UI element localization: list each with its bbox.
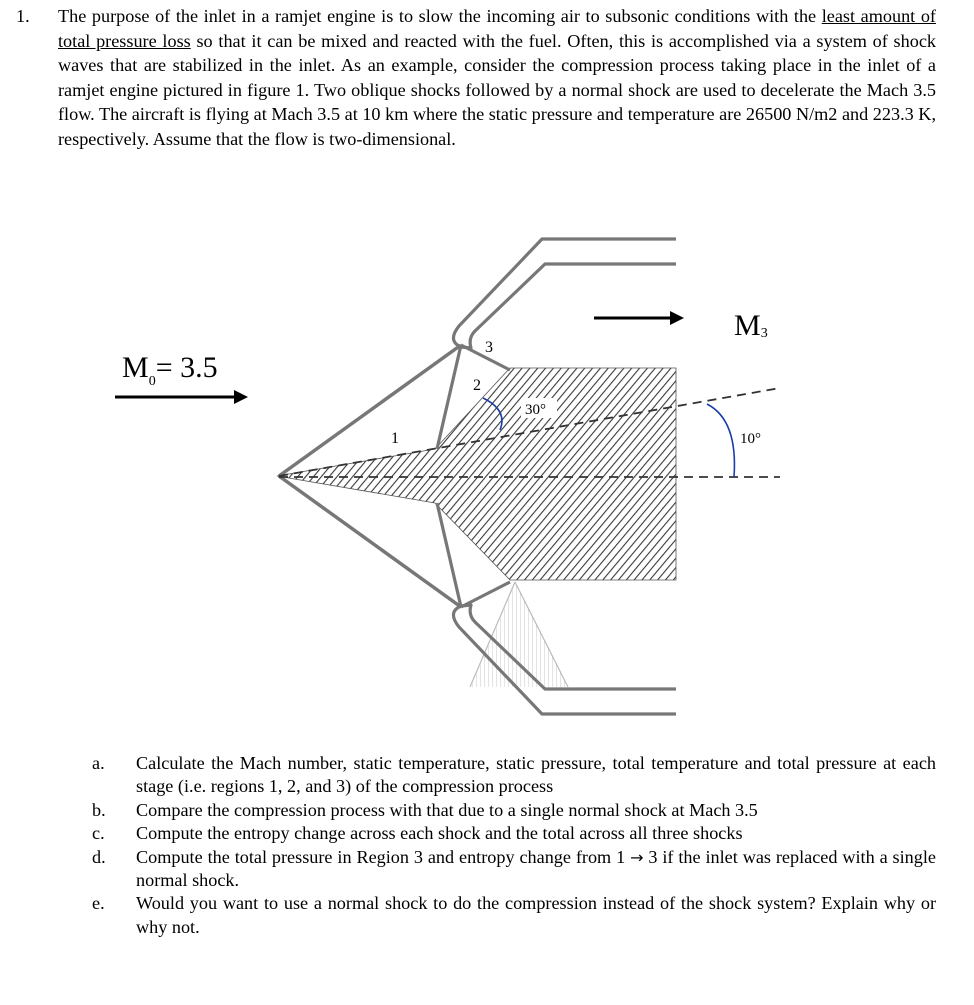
part-label: a. <box>92 753 105 773</box>
region-3-label: 3 <box>485 339 493 356</box>
part-a <box>90 752 936 799</box>
part-e <box>90 892 936 939</box>
region-1-label: 1 <box>391 430 399 447</box>
centerbody <box>277 368 676 580</box>
part-d <box>90 846 936 893</box>
problem-text-part-2: so that it can be mixed and reacted with the fuel. Often, this is accomplished via a system of shock waves that are stabilized in the inlet. As an example, consider the compression process taking place in the inlet of a ramjet engine pictured in figure 1. Two oblique shocks followed by a normal shock are used to decelerate the Mach 3.5 flow. The aircraft is flying at Mach 3.5 at 10 km where the static pressure and temperature are 26500 N/m2 and 223.3 K, respectively. Assume that the flow is two-dimensional. <box>58 30 936 149</box>
part-text: Compute the total pressure in Region 3 and entropy change from 1 → 3 if the inlet was replaced with a single normal shock. <box>136 846 936 891</box>
lower-duct-region <box>470 582 568 687</box>
question-parts <box>90 752 936 939</box>
upper-cowl <box>453 239 676 348</box>
inflow-mach-value: = 3.5 <box>155 351 218 384</box>
part-text: Calculate the Mach number, static temperature, static pressure, total temperature and total pressure at each stage (i.e. regions 1, 2, and 3) of the compression process <box>136 753 936 797</box>
part-b <box>90 799 936 822</box>
angle-30-label: 30° <box>525 402 546 418</box>
outflow-arrowhead <box>670 311 684 325</box>
part-text: Compute the entropy change across each shock and the total across all three shocks <box>136 823 743 844</box>
inflow-arrowhead <box>234 390 248 404</box>
part-label: e. <box>92 893 105 914</box>
problem-underlined-phrase: least amount of total pressure loss <box>58 6 936 51</box>
outflow-mach-subscript: 3 <box>760 326 768 341</box>
right-arrow-icon: → <box>630 847 644 867</box>
part-label: b. <box>92 799 106 820</box>
problem-number: 1. <box>16 6 30 26</box>
inflow-mach-label: $M_0= 3.5$ <box>122 351 218 389</box>
problem-text-part-1: The purpose of the inlet in a ramjet engine is to slow the incoming air to subsonic conditions with the <box>58 6 822 26</box>
part-c <box>90 822 936 845</box>
angle-10-label: 10° <box>740 431 761 447</box>
normal-shock-lower <box>461 582 510 607</box>
outflow-mach-label: M3 <box>734 309 768 342</box>
part-text: Would you want to use a normal shock to do the compression instead of the shock system? Explain why or why not. <box>136 893 936 937</box>
angle-arc-10 <box>707 404 734 477</box>
part-text: Compare the compression process with that due to a single normal shock at Mach 3.5 <box>136 799 758 820</box>
part-label: c. <box>92 823 105 844</box>
inflow-mach-subscript: 0 <box>148 374 156 389</box>
region-2-label: 2 <box>473 377 481 394</box>
part-label: d. <box>92 846 106 867</box>
